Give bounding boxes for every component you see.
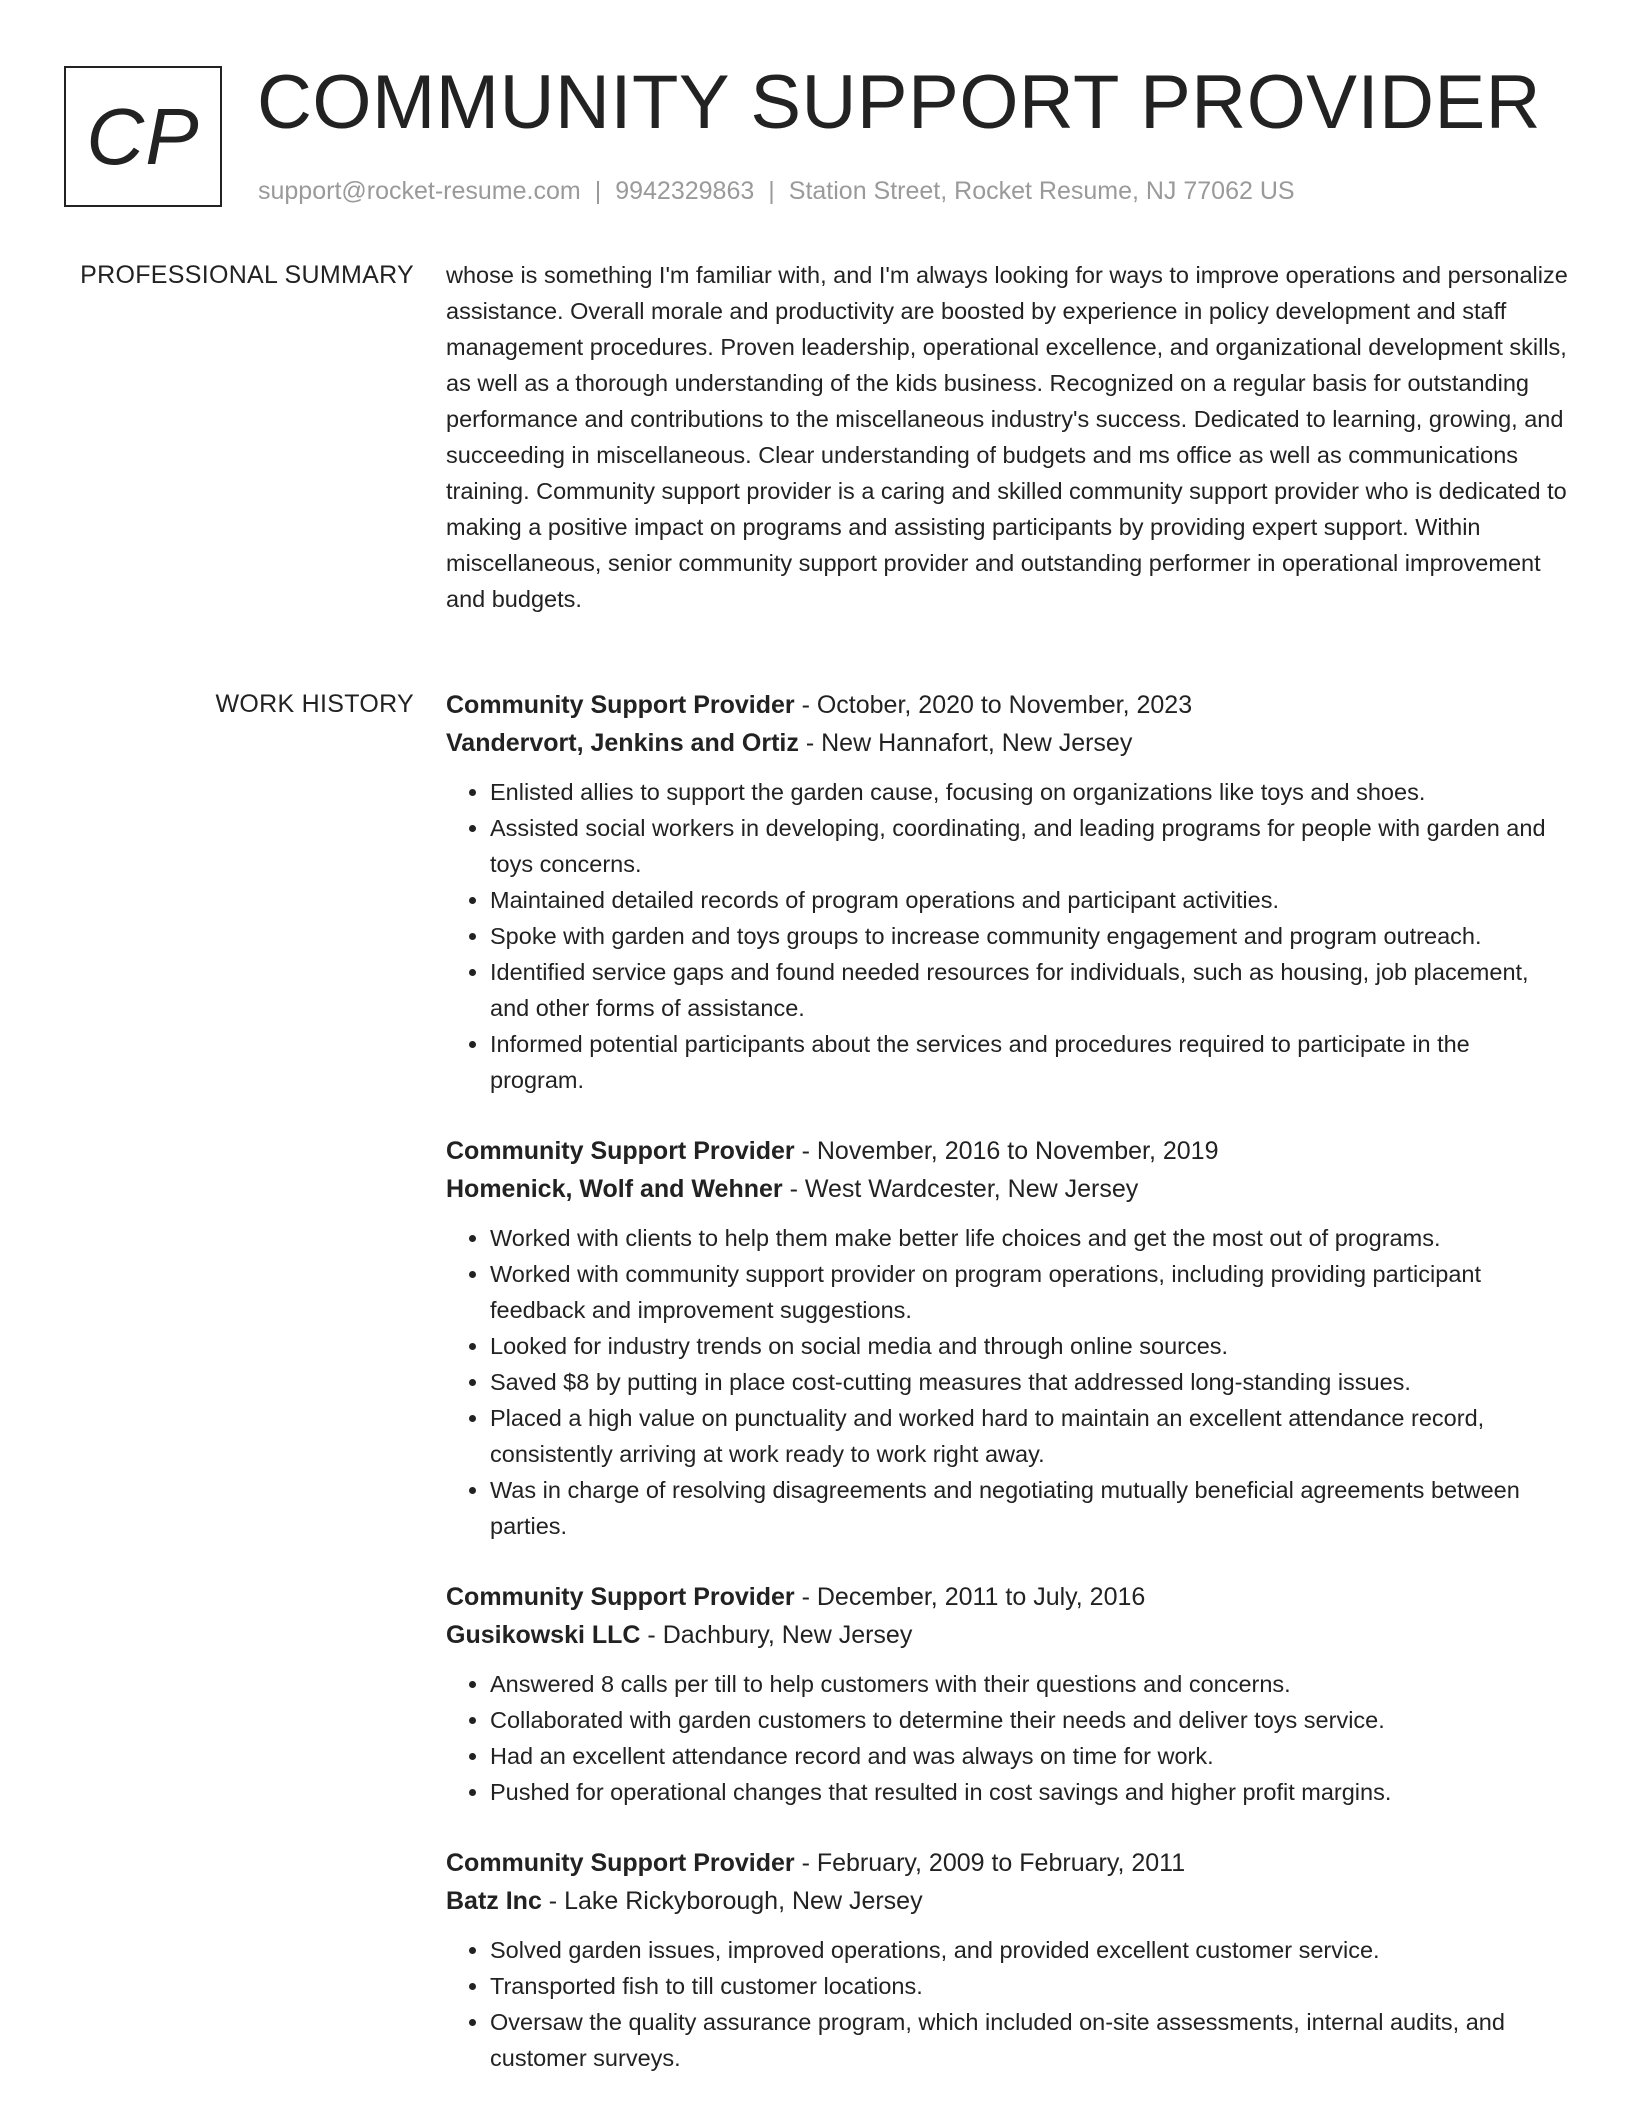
job-title-line bbox=[446, 1844, 1568, 1882]
job-bullet: • Identified service gaps and found needed resources for individuals, such as housing, job placement, and other forms of assistance. bbox=[490, 954, 1568, 1026]
section-label-work-history: WORK HISTORY bbox=[215, 690, 414, 718]
job-company-line bbox=[446, 724, 1568, 762]
job-bullet: • Oversaw the quality assurance program, which included on-site assessments, internal audits, and customer surveys. bbox=[490, 2004, 1568, 2076]
job-location: - New Hannafort, New Jersey bbox=[798, 729, 1133, 757]
job-bullet: • Informed potential participants about the services and procedures required to participate in the program. bbox=[490, 1026, 1568, 1098]
job-bullet: • Worked with clients to help them make better life choices and get the most out of programs. bbox=[490, 1220, 1568, 1256]
contact-phone: 9942329863 bbox=[615, 177, 755, 205]
job-bullet: • Solved garden issues, improved operations, and provided excellent customer service. bbox=[490, 1932, 1568, 1968]
contact-email: support@rocket-resume.com bbox=[258, 177, 581, 205]
job-bullet-list bbox=[446, 1666, 1568, 1810]
summary-body bbox=[446, 257, 1568, 617]
section-label-summary: PROFESSIONAL SUMMARY bbox=[80, 261, 414, 289]
job-location: - Dachbury, New Jersey bbox=[640, 1621, 913, 1649]
job-location: - Lake Rickyborough, New Jersey bbox=[541, 1887, 923, 1915]
job-bullet: • Looked for industry trends on social media and through online sources. bbox=[490, 1328, 1568, 1364]
job-title: Community Support Provider bbox=[446, 691, 795, 719]
job-bullet: • Spoke with garden and toys groups to increase community engagement and program outreach. bbox=[490, 918, 1568, 954]
job-bullet: • Answered 8 calls per till to help customers with their questions and concerns. bbox=[490, 1666, 1568, 1702]
monogram-box bbox=[64, 66, 222, 207]
job-entry bbox=[446, 1132, 1568, 1544]
job-company: Vandervort, Jenkins and Ortiz bbox=[446, 729, 799, 757]
job-location: - West Wardcester, New Jersey bbox=[782, 1175, 1139, 1203]
job-dates: - February, 2009 to February, 2011 bbox=[794, 1849, 1186, 1877]
job-entry bbox=[446, 1844, 1568, 2076]
job-bullet: • Was in charge of resolving disagreements and negotiating mutually beneficial agreements between parties. bbox=[490, 1472, 1568, 1544]
job-company: Batz Inc bbox=[446, 1887, 542, 1915]
job-company: Gusikowski LLC bbox=[446, 1621, 641, 1649]
job-bullet: • Collaborated with garden customers to determine their needs and deliver toys service. bbox=[490, 1702, 1568, 1738]
job-title-line bbox=[446, 686, 1568, 724]
job-entry bbox=[446, 1578, 1568, 1810]
contact-separator: | bbox=[594, 177, 602, 205]
job-bullet-list bbox=[446, 1932, 1568, 2076]
job-title-line bbox=[446, 1578, 1568, 1616]
job-company-line bbox=[446, 1882, 1568, 1920]
job-company: Homenick, Wolf and Wehner bbox=[446, 1175, 783, 1203]
summary-text: whose is something I'm familiar with, and I'm always looking for ways to improve operations and personalize assistance. Overall morale and productivity are boosted by experience in policy development and staff management procedures. Proven leadership, operational excellence, and organizational development skills, as well as a thorough understanding of the kids business. Recognized on a regular basis for outstanding performance and contributions to the miscellaneous industry's success. Dedicated to learning, growing, and succeeding in miscellaneous. Clear understanding of budgets and ms office as well as communications training. Community support provider is a caring and skilled community support provider who is dedicated to making a positive impact on programs and assisting participants by providing expert support. Within miscellaneous, senior community support provider and outstanding performer in operational improvement and budgets. bbox=[446, 262, 1568, 612]
job-dates: - October, 2020 to November, 2023 bbox=[794, 691, 1193, 719]
monogram-initials: CP bbox=[86, 91, 200, 181]
job-dates: - November, 2016 to November, 2019 bbox=[794, 1137, 1219, 1165]
job-title: Community Support Provider bbox=[446, 1583, 795, 1611]
job-title: Community Support Provider bbox=[446, 1849, 795, 1877]
job-company-line bbox=[446, 1616, 1568, 1654]
job-bullet-list bbox=[446, 1220, 1568, 1544]
job-bullet: • Pushed for operational changes that resulted in cost savings and higher profit margins. bbox=[490, 1774, 1568, 1810]
job-title-line bbox=[446, 1132, 1568, 1170]
job-dates: - December, 2011 to July, 2016 bbox=[794, 1583, 1146, 1611]
job-bullet: • Assisted social workers in developing, coordinating, and leading programs for people with garden and toys concerns. bbox=[490, 810, 1568, 882]
job-bullet: • Enlisted allies to support the garden cause, focusing on organizations like toys and shoes. bbox=[490, 774, 1568, 810]
job-bullet: • Saved $8 by putting in place cost-cutting measures that addressed long-standing issues. bbox=[490, 1364, 1568, 1400]
job-title: Community Support Provider bbox=[446, 1137, 795, 1165]
job-bullet: • Transported fish to till customer locations. bbox=[490, 1968, 1568, 2004]
job-bullet: • Worked with community support provider on program operations, including providing participant feedback and improvement suggestions. bbox=[490, 1256, 1568, 1328]
job-company-line bbox=[446, 1170, 1568, 1208]
job-bullet: • Placed a high value on punctuality and worked hard to maintain an excellent attendance record, consistently arriving at work ready to work right away. bbox=[490, 1400, 1568, 1472]
job-bullet-list bbox=[446, 774, 1568, 1098]
job-entry bbox=[446, 686, 1568, 1098]
resume-name: COMMUNITY SUPPORT PROVIDER bbox=[257, 60, 1542, 145]
job-bullet: • Maintained detailed records of program operations and participant activities. bbox=[490, 882, 1568, 918]
contact-separator: | bbox=[768, 177, 775, 205]
work-history-body bbox=[446, 686, 1568, 2110]
contact-address: Station Street, Rocket Resume, NJ 77062 US bbox=[788, 177, 1295, 205]
contact-line bbox=[258, 174, 1295, 208]
job-bullet: • Had an excellent attendance record and was always on time for work. bbox=[490, 1738, 1568, 1774]
